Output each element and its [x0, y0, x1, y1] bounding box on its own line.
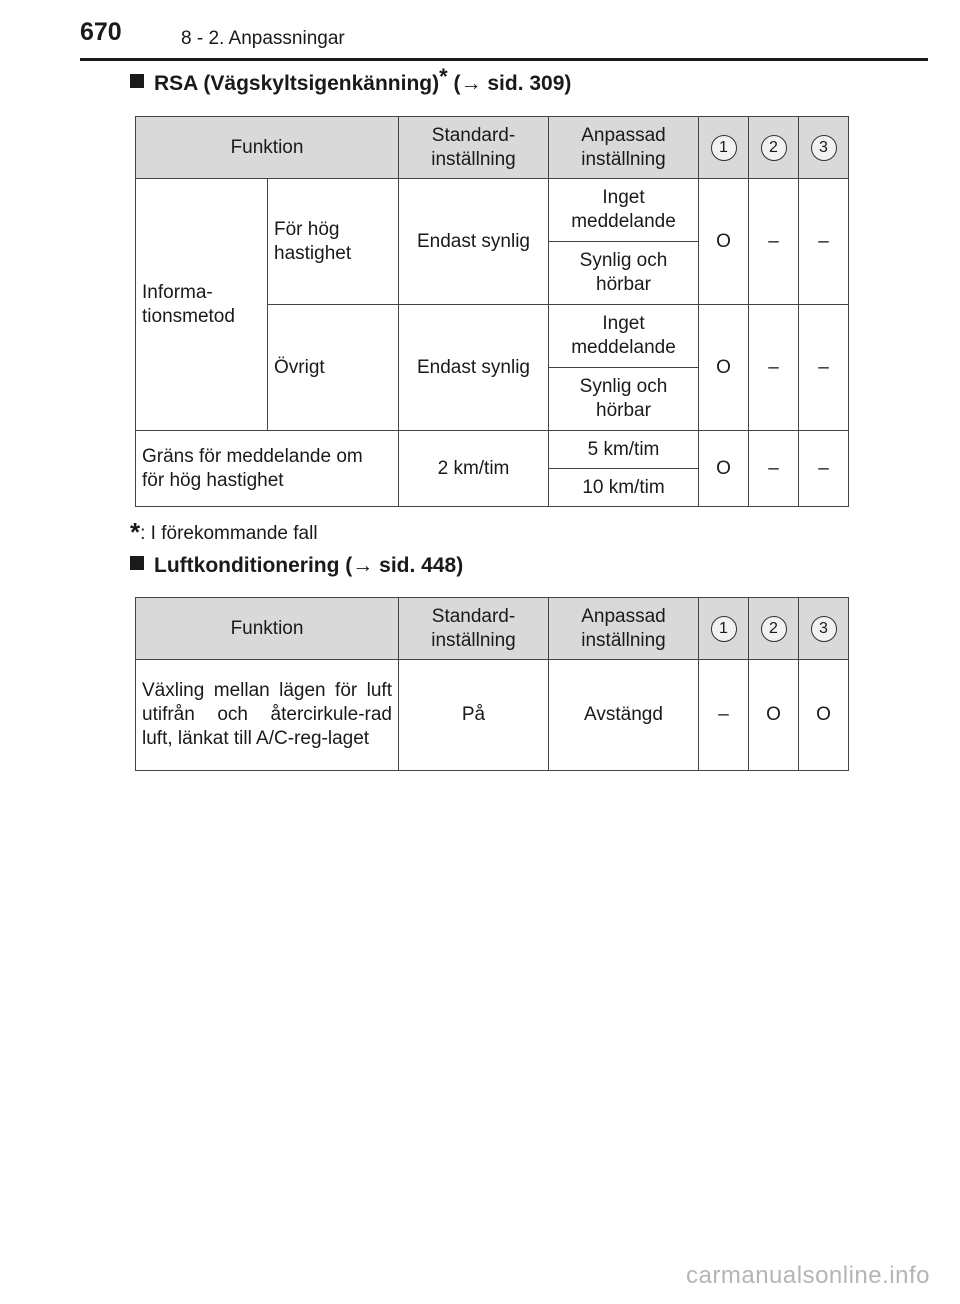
circled-2-icon: 2 [761, 135, 787, 161]
cell-mark: – [749, 431, 799, 507]
arrow-right-icon: → [352, 554, 374, 577]
cell-option: Inget meddelande [549, 179, 699, 242]
circled-2-icon: 2 [761, 616, 787, 642]
col-2 [749, 117, 799, 179]
cell-mark: O [699, 305, 749, 431]
col-anpassad: Anpassad inställning [549, 598, 699, 660]
cell-standard: På [399, 660, 549, 771]
footnote [130, 517, 318, 548]
square-bullet-icon [130, 74, 144, 88]
ac-heading [130, 554, 463, 578]
cell-option: Inget meddelande [549, 305, 699, 368]
footnote-asterisk: * [130, 517, 141, 547]
cell-anpassad: Avstängd [549, 660, 699, 771]
cell-hog-hastighet: För hög hastighet [268, 179, 399, 305]
table-row [136, 431, 849, 469]
cell-mark: O [749, 660, 799, 771]
col-standard: Standard- inställning [399, 598, 549, 660]
square-bullet-icon [130, 556, 144, 570]
col-2 [749, 598, 799, 660]
header-rule [80, 58, 928, 61]
ac-table [135, 597, 849, 771]
cell-mark: – [699, 660, 749, 771]
ac-table-header [136, 598, 849, 660]
cell-mark: – [749, 305, 799, 431]
rsa-table [135, 116, 849, 507]
col-3 [799, 117, 849, 179]
cell-standard: Endast synlig [399, 305, 549, 431]
cell-mark: – [799, 179, 849, 305]
col-funktion: Funktion [136, 117, 399, 179]
ac-page-ref: sid. 448) [379, 554, 464, 577]
circled-3-icon: 3 [811, 616, 837, 642]
table-row [136, 660, 849, 771]
rsa-heading: RSA (Vägskyltsigenkänning)* (→ sid. 309) [130, 72, 571, 96]
footnote-text: : I förekommande fall [140, 523, 318, 544]
cell-mark: O [699, 179, 749, 305]
rsa-heading-title: RSA (Vägskyltsigenkänning) [154, 72, 440, 95]
rsa-table-header [136, 117, 849, 179]
cell-informationsmetod: Informa- tionsmetod [136, 179, 268, 431]
circled-1-icon: 1 [711, 616, 737, 642]
cell-standard: Endast synlig [399, 179, 549, 305]
circled-1-icon: 1 [711, 135, 737, 161]
col-1 [699, 117, 749, 179]
cell-ovrigt: Övrigt [268, 305, 399, 431]
arrow-right-icon: → [460, 72, 482, 95]
cell-option: 10 km/tim [549, 469, 699, 507]
rsa-page-ref: sid. 309 [487, 72, 565, 95]
cell-option: Synlig och hörbar [549, 368, 699, 431]
cell-option: 5 km/tim [549, 431, 699, 469]
col-funktion: Funktion [136, 598, 399, 660]
watermark: carmanualsonline.info [686, 1262, 930, 1289]
cell-mark: – [799, 431, 849, 507]
cell-funktion: Växling mellan lägen för luft utifrån och återcirkule-rad luft, länkat till A/C-reg-laget [136, 660, 399, 771]
cell-mark: O [799, 660, 849, 771]
col-anpassad: Anpassad inställning [549, 117, 699, 179]
cell-grans: Gräns för meddelande om för hög hastighet [136, 431, 399, 507]
col-standard: Standard- inställning [399, 117, 549, 179]
table-row [136, 179, 849, 242]
col-1 [699, 598, 749, 660]
ac-heading-title: Luftkonditionering ( [154, 554, 353, 577]
page-number: 670 [80, 18, 122, 46]
asterisk-marker: * [439, 64, 448, 89]
cell-mark: – [799, 305, 849, 431]
cell-option: Synlig och hörbar [549, 242, 699, 305]
cell-mark: O [699, 431, 749, 507]
col-3 [799, 598, 849, 660]
circled-3-icon: 3 [811, 135, 837, 161]
cell-standard: 2 km/tim [399, 431, 549, 507]
cell-mark: – [749, 179, 799, 305]
section-title: 8 - 2. Anpassningar [181, 28, 345, 49]
